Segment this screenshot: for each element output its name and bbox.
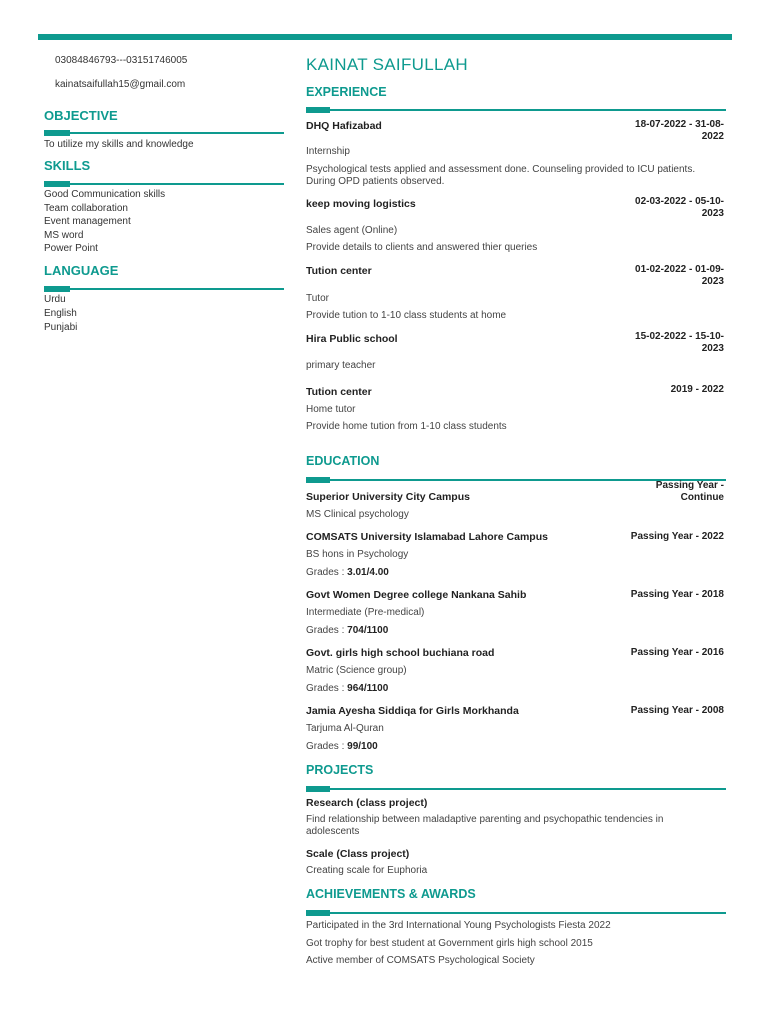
education-degree: Tarjuma Al-Quran xyxy=(306,723,384,734)
skills-divider xyxy=(44,183,284,185)
education-grade: Grades : 964/1100 xyxy=(306,683,389,694)
experience-org: keep moving logistics xyxy=(306,198,416,210)
project-desc: Find relationship between maladaptive parenting and psychopathic tendencies in adolescents xyxy=(306,814,664,837)
achievements-heading: ACHIEVEMENTS & AWARDS xyxy=(306,887,476,901)
top-accent-bar xyxy=(38,34,732,40)
skill-item: Good Communication skills xyxy=(44,189,166,200)
objective-heading: OBJECTIVE xyxy=(44,108,118,123)
experience-date: 01-02-2022 - 01-09-2023 xyxy=(635,264,724,287)
contact-email: kainatsaifullah15@gmail.com xyxy=(55,79,186,90)
education-school: Jamia Ayesha Siddiqa for Girls Morkhanda xyxy=(306,705,519,717)
project-title: Research (class project) xyxy=(306,797,428,809)
education-school: Superior University City Campus xyxy=(306,491,470,503)
education-school: Govt Women Degree college Nankana Sahib xyxy=(306,589,527,601)
language-heading: LANGUAGE xyxy=(44,263,119,278)
skill-item: Event management xyxy=(44,216,131,227)
experience-role: primary teacher xyxy=(306,360,376,371)
experience-org: Tution center xyxy=(306,386,372,398)
education-year: Passing Year - 2016 xyxy=(630,647,724,658)
experience-desc: Psychological tests applied and assessment done. Counseling provided to ICU patients. During OPD patients observed. xyxy=(306,164,696,187)
experience-org: Hira Public school xyxy=(306,333,398,345)
language-item: Punjabi xyxy=(44,322,78,333)
experience-date: 2019 - 2022 xyxy=(670,384,724,395)
experience-divider xyxy=(306,109,726,111)
education-school: COMSATS University Islamabad Lahore Campus xyxy=(306,531,548,543)
education-year: Passing Year - 2008 xyxy=(630,705,724,716)
experience-role: Sales agent (Online) xyxy=(306,225,398,236)
skill-item: Power Point xyxy=(44,243,98,254)
achievement-item: Active member of COMSATS Psychological Society xyxy=(306,955,535,966)
projects-heading: PROJECTS xyxy=(306,763,374,777)
experience-date: 02-03-2022 - 05-10-2023 xyxy=(635,196,724,219)
project-desc: Creating scale for Euphoria xyxy=(306,865,428,876)
education-degree: MS Clinical psychology xyxy=(306,509,409,520)
experience-desc: Provide tution to 1-10 class students at home xyxy=(306,310,507,321)
education-grade: Grades : 704/1100 xyxy=(306,625,389,636)
education-school: Govt. girls high school buchiana road xyxy=(306,647,495,659)
project-title: Scale (Class project) xyxy=(306,848,410,860)
experience-desc: Provide details to clients and answered thier queries xyxy=(306,242,538,253)
candidate-name: KAINAT SAIFULLAH xyxy=(306,55,468,74)
achievement-item: Participated in the 3rd International Young Psychologists Fiesta 2022 xyxy=(306,920,611,931)
language-divider xyxy=(44,288,284,290)
language-item: Urdu xyxy=(44,294,66,305)
skills-heading: SKILLS xyxy=(44,158,91,173)
experience-date: 18-07-2022 - 31-08-2022 xyxy=(635,119,724,142)
projects-divider xyxy=(306,788,726,790)
objective-divider xyxy=(44,132,284,134)
skill-item: MS word xyxy=(44,230,84,241)
experience-heading: EXPERIENCE xyxy=(306,85,387,99)
education-heading: EDUCATION xyxy=(306,454,380,468)
achievements-divider xyxy=(306,912,726,914)
experience-org: DHQ Hafizabad xyxy=(306,120,382,132)
experience-org: Tution center xyxy=(306,265,372,277)
experience-role: Internship xyxy=(306,146,350,157)
experience-role: Home tutor xyxy=(306,404,356,415)
language-item: English xyxy=(44,308,77,319)
objective-text: To utilize my skills and knowledge xyxy=(44,139,194,150)
education-grade: Grades : 99/100 xyxy=(306,741,378,752)
education-degree: Matric (Science group) xyxy=(306,665,407,676)
achievement-item: Got trophy for best student at Government girls high school 2015 xyxy=(306,938,593,949)
experience-role: Tutor xyxy=(306,293,329,304)
education-degree: Intermediate (Pre-medical) xyxy=(306,607,425,618)
experience-desc: Provide home tution from 1-10 class students xyxy=(306,421,507,432)
skill-item: Team collaboration xyxy=(44,203,128,214)
education-grade: Grades : 3.01/4.00 xyxy=(306,567,389,578)
education-degree: BS hons in Psychology xyxy=(306,549,409,560)
experience-date: 15-02-2022 - 15-10-2023 xyxy=(635,331,724,354)
education-year: Passing Year - 2018 xyxy=(630,589,724,600)
education-year: Passing Year - 2022 xyxy=(630,531,724,542)
contact-phone: 03084846793---03151746005 xyxy=(55,55,188,66)
education-year: Passing Year - Continue xyxy=(655,480,724,503)
